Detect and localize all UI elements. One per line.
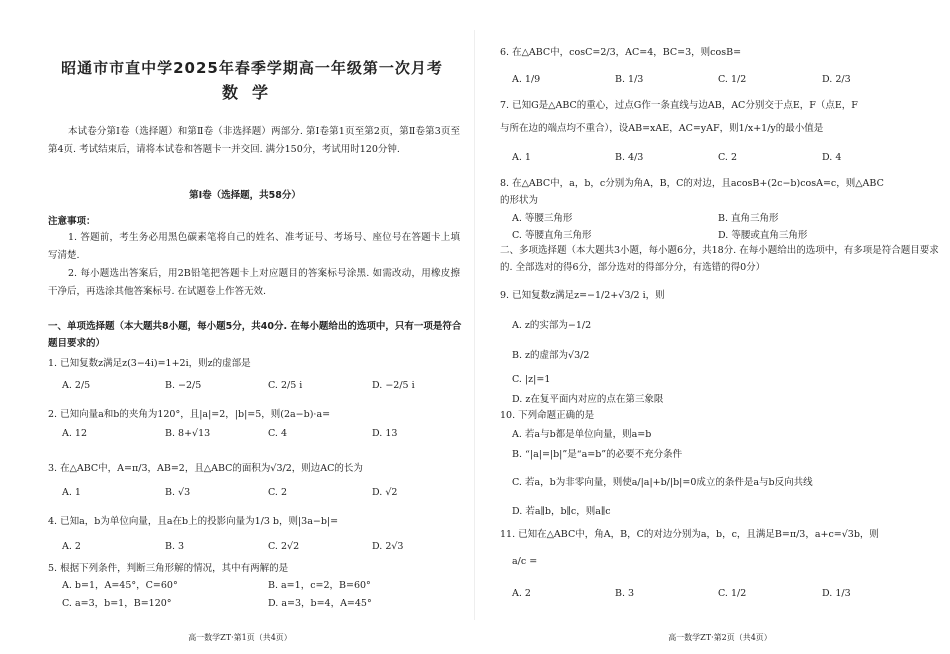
q4-option-c: C. 2√2 [268,541,300,552]
question-10: 10. 下列命题正确的是 [500,410,595,421]
volume-1-heading: 第Ⅰ卷（选择题，共58分） [189,190,301,201]
q4-option-d: D. 2√3 [372,541,404,552]
q9-option-c: C. |z|=1 [512,374,551,385]
q6-option-b: B. 1/3 [615,74,644,85]
q8-option-c: C. 等腰直角三角形 [512,230,592,241]
note-1: 1. 答题前，考生务必用黑色碳素笔将自己的姓名、准考证号、考场号、座位号在答题卡上填写清楚. [48,232,460,261]
q4-option-b: B. 3 [165,541,185,552]
q6-option-c: C. 1/2 [718,74,747,85]
q6-option-d: D. 2/3 [822,74,851,85]
q9-option-b: B. z的虚部为√3/2 [512,350,590,361]
q7-option-b: B. 4/3 [615,152,644,163]
question-9: 9. 已知复数z满足z=−1/2+√3/2 i，则 [500,290,665,301]
q9-option-a: A. z的实部为−1/2 [512,320,592,331]
q2-option-c: C. 4 [268,428,288,439]
footer-page-2: 高一数学ZT·第2页（共4页） [668,633,772,642]
q11-option-b: B. 3 [615,588,635,599]
question-8-line-2: 的形状为 [500,195,539,206]
q3-option-c: C. 2 [268,487,288,498]
question-6: 6. 在△ABC中，cosC=2/3，AC=4，BC=3，则cosB= [500,47,742,58]
section-2-heading: 二、多项选择题（本大题共3小题，每小题6分，共18分. 在每小题给出的选项中，有多项是符合题目要求的. 全部选对的得6分，部分选对的得部分分，有选错的得0分） [500,245,939,273]
q10-option-d: D. 若a∥b，b∥c，则a∥c [512,506,611,517]
q3-option-d: D. √2 [372,487,398,498]
q3-option-b: B. √3 [165,487,191,498]
q11-option-c: C. 1/2 [718,588,747,599]
question-5: 5. 根据下列条件，判断三角形解的情况，其中有两解的是 [48,563,289,574]
question-7-line-2: 与所在边的端点均不重合），设AB=xAE，AC=yAF，则1/x+1/y的最小值是 [500,123,824,134]
q7-option-c: C. 2 [718,152,738,163]
question-1: 1. 已知复数z满足z(3−4i)=1+2i，则z的虚部是 [48,358,251,369]
q3-option-a: A. 1 [62,487,81,498]
footer-page-1: 高一数学ZT·第1页（共4页） [188,633,292,642]
q10-option-c: C. 若a，b为非零向量，则使a/|a|+b/|b|=0成立的条件是a与b反向共线 [512,477,813,488]
q8-option-a: A. 等腰三角形 [512,213,573,224]
notes-header: 注意事项： [48,216,96,227]
q5-option-c: C. a=3，b=1，B=120° [62,598,172,609]
exam-intro: 本试卷分第Ⅰ卷（选择题）和第Ⅱ卷（非选择题）两部分. 第Ⅰ卷第1页至第2页，第Ⅱ卷第3页至第4页. 考试结束后，请将本试卷和答题卡一并交回. 满分150分，考试用时120分钟. [48,126,460,155]
q6-option-a: A. 1/9 [512,74,541,85]
q8-option-d: D. 等腰或直角三角形 [718,230,808,241]
question-11: 11. 已知在△ABC中，角A，B，C的对边分别为a，b，c，且满足B=π/3，a+c=√3b，则 [500,529,879,540]
q1-option-b: B. −2/5 [165,380,202,391]
q9-option-d: D. z在复平面内对应的点在第三象限 [512,394,664,405]
page-divider [474,30,475,620]
q11-option-a: A. 2 [512,588,531,599]
q1-option-d: D. −2/5 i [372,380,415,391]
question-11-fraction: a/c = [512,556,538,567]
q2-option-a: A. 12 [62,428,87,439]
exam-subject: 数学 [221,83,282,102]
q7-option-a: A. 1 [512,152,531,163]
question-7-line-1: 7. 已知G是△ABC的重心，过点G作一条直线与边AB，AC分别交于点E，F（点E，F [500,100,858,111]
q4-option-a: A. 2 [62,541,81,552]
q10-option-a: A. 若a与b都是单位向量，则a=b [512,429,652,440]
question-2: 2. 已知向量a和b的夹角为120°，且|a|=2，|b|=5，则(2a−b)·a= [48,409,331,420]
q1-option-a: A. 2/5 [62,380,91,391]
q7-option-d: D. 4 [822,152,842,163]
q2-option-b: B. 8+√13 [165,428,211,439]
page-1 [10,0,470,654]
q5-option-d: D. a=3，b=4，A=45° [268,598,372,609]
q8-option-b: B. 直角三角形 [718,213,779,224]
question-3: 3. 在△ABC中，A=π/3，AB=2，且△ABC的面积为√3/2，则边AC的长为 [48,463,363,474]
q5-option-b: B. a=1，c=2，B=60° [268,580,371,591]
note-2: 2. 每小题选出答案后，用2B铅笔把答题卡上对应题目的答案标号涂黑. 如需改动，用橡皮擦干净后，再选涂其他答案标号. 在试题卷上作答无效. [48,268,460,297]
q1-option-c: C. 2/5 i [268,380,303,391]
page-2 [490,0,950,654]
q10-option-b: B. “|a|=|b|”是“a=b”的必要不充分条件 [512,449,683,460]
question-4: 4. 已知a，b为单位向量，且a在b上的投影向量为1/3 b，则|3a−b|= [48,516,339,527]
q11-option-d: D. 1/3 [822,588,851,599]
q5-option-a: A. b=1，A=45°，C=60° [62,580,178,591]
q2-option-d: D. 13 [372,428,398,439]
section-1-heading: 一、单项选择题（本大题共8小题，每小题5分，共40分. 在每小题给出的选项中，只有一项是符合题目要求的） [48,321,462,349]
question-8-line-1: 8. 在△ABC中，a，b，c分别为角A，B，C的对边，且acosB+(2c−b)cosA=c，则△ABC [500,178,884,189]
exam-title: 昭通市市直中学2025年春季学期高一年级第一次月考 [61,59,443,77]
